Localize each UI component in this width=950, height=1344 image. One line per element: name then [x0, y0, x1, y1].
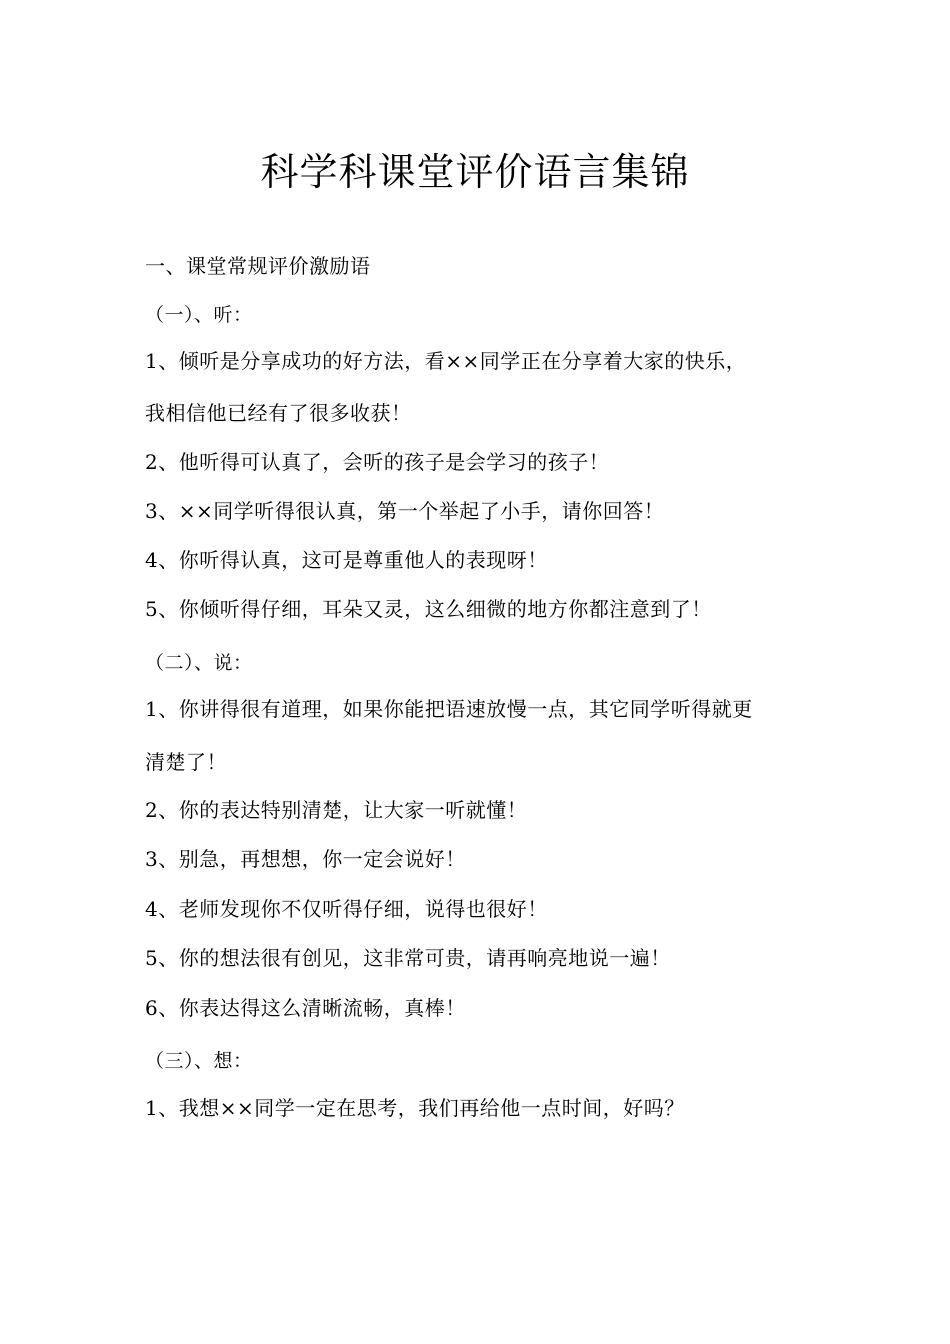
speak-item-1-line-2: 清楚了！ — [145, 750, 227, 774]
speak-item-4: 4、老师发现你不仅听得仔细，说得也很好！ — [145, 897, 548, 921]
speak-item-6: 6、你表达得这么清晰流畅，真棒！ — [145, 996, 466, 1020]
subsection-heading-speak: （二）、说： — [145, 652, 253, 674]
think-item-1: 1、我想××同学一定在思考，我们再给他一点时间，好吗？ — [145, 1096, 685, 1120]
listen-item-4: 4、你听得认真，这可是尊重他人的表现呀！ — [145, 548, 548, 572]
listen-item-1-line-1: 1、倾听是分享成功的好方法，看××同学正在分享着大家的快乐， — [145, 349, 747, 373]
document-title: 科学科课堂评价语言集锦 — [260, 150, 690, 194]
subsection-heading-listen: （一）、听： — [145, 304, 253, 326]
listen-item-1-line-2: 我相信他已经有了很多收获！ — [145, 401, 412, 425]
subsection-heading-think: （三）、想： — [145, 1050, 253, 1072]
section-heading-classroom-routine: 一、课堂常规评价激励语 — [145, 254, 371, 278]
listen-item-2: 2、他听得可认真了，会听的孩子是会学习的孩子！ — [145, 450, 610, 474]
listen-item-3: 3、××同学听得很认真，第一个举起了小手，请你回答！ — [145, 499, 665, 523]
speak-item-5: 5、你的想法很有创见，这非常可贵，请再响亮地说一遍！ — [145, 946, 671, 970]
speak-item-2: 2、你的表达特别清楚，让大家一听就懂！ — [145, 798, 528, 822]
listen-item-5: 5、你倾听得仔细，耳朵又灵，这么细微的地方你都注意到了！ — [145, 597, 712, 621]
speak-item-3: 3、别急，再想想，你一定会说好！ — [145, 847, 466, 871]
speak-item-1-line-1: 1、你讲得很有道理，如果你能把语速放慢一点，其它同学听得就更 — [145, 697, 753, 721]
